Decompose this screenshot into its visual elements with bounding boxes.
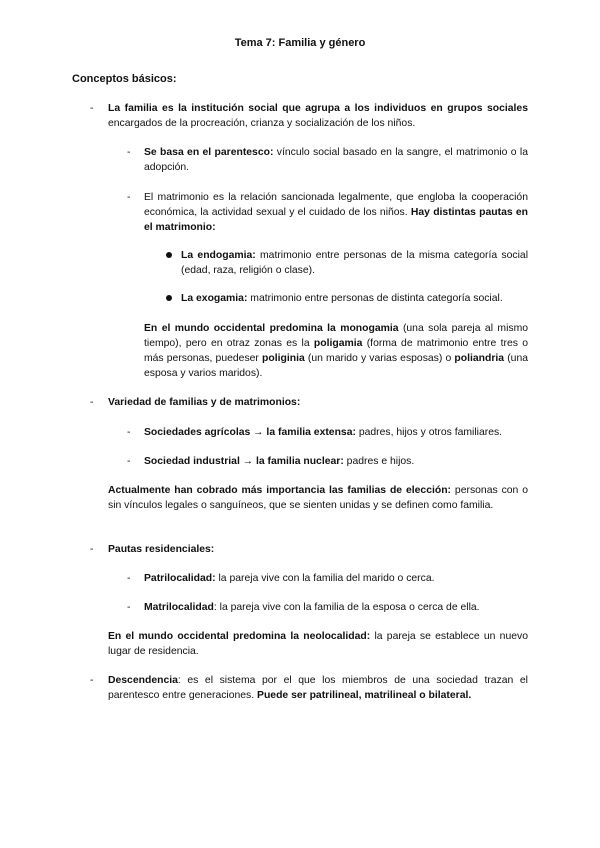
poliandria-bold: poliandria bbox=[454, 353, 505, 364]
document-title: Tema 7: Familia y género bbox=[234, 37, 366, 49]
monogamia-bold: En el mundo occidental predomina la monogamia bbox=[144, 323, 399, 334]
paragraph-pautas-residenciales bbox=[108, 542, 528, 557]
poligamia-bold: poligamia bbox=[313, 338, 363, 349]
bullet-dot bbox=[166, 295, 172, 301]
dash-marker: - bbox=[127, 573, 131, 584]
eleccion-text: personas con o sin vínculos legales o sanguíneos, que se sienten unidas y se definen como familia. bbox=[108, 485, 529, 511]
matrimonio-text: El matrimonio es la relación sancionada legalmente, que engloba la cooperación económica, la actividad sexual y el cuidado de los niños. bbox=[144, 192, 528, 218]
familia-definition-text: encargados de la procreación, crianza y socialización de los niños. bbox=[108, 118, 416, 129]
dash-marker: - bbox=[127, 427, 131, 438]
neolocalidad-bold: En el mundo occidental predomina la neolocalidad: bbox=[108, 631, 371, 642]
monogamia-text-2: (forma de matrimonio entre tres o más personas, puedeser bbox=[144, 338, 529, 364]
neolocalidad-text: la pareja se establece un nuevo lugar de residencia. bbox=[108, 631, 528, 657]
familia-definition-bold: La familia es la institución social que agrupa a los individuos en grupos sociales bbox=[108, 103, 528, 114]
monogamia-text-1: (una sola pareja al mismo tiempo), pero en otraz zonas es la bbox=[144, 323, 529, 349]
poliginia-bold: poliginia bbox=[262, 353, 305, 364]
matrimonio-pautas-bold: Hay distintas pautas en el matrimonio: bbox=[144, 207, 529, 233]
dash-marker: - bbox=[90, 103, 94, 114]
paragraph-parentesco bbox=[144, 145, 528, 175]
agricolas-text: padres, hijos y otros familiares. bbox=[355, 427, 503, 438]
variedad-heading: Variedad de familias y de matrimonios: bbox=[108, 397, 301, 408]
industrial-bold: Sociedad industrial → la familia nuclear: bbox=[144, 456, 344, 467]
dash-marker: - bbox=[127, 147, 131, 158]
parentesco-bold: Se basa en el parentesco: bbox=[144, 147, 274, 158]
industrial-text: padres e hijos. bbox=[343, 456, 415, 467]
paragraph-agricolas bbox=[144, 425, 534, 440]
parentesco-text: vínculo social basado en la sangre, el matrimonio o la adopción. bbox=[144, 147, 528, 173]
paragraph-endogamia bbox=[181, 248, 528, 278]
eleccion-bold: Actualmente han cobrado más importancia las familias de elección: bbox=[108, 485, 452, 496]
exogamia-bold: La exogamia: bbox=[181, 293, 248, 304]
paragraph-matrimonio bbox=[144, 190, 528, 235]
paragraph-matrilocalidad bbox=[144, 600, 534, 615]
bullet-dot bbox=[166, 252, 172, 258]
paragraph-patrilocalidad bbox=[144, 571, 534, 586]
descendencia-text: : es el sistema por el que los miembros de una sociedad trazan el parentesco entre generaciones. bbox=[108, 675, 528, 701]
section-heading: Conceptos básicos: bbox=[72, 73, 177, 85]
dash-marker: - bbox=[90, 675, 94, 686]
paragraph-monogamia bbox=[144, 321, 528, 381]
matrilocalidad-bold: Matrilocalidad bbox=[144, 602, 214, 613]
dash-marker: - bbox=[127, 456, 131, 467]
endogamia-text: matrimonio entre personas de la misma categoría social (edad, raza, religión o clase). bbox=[181, 250, 528, 276]
patrilocalidad-text: la pareja vive con la familia del marido o cerca. bbox=[215, 573, 435, 584]
pautas-residenciales-heading: Pautas residenciales: bbox=[108, 544, 215, 555]
monogamia-text-4: (una esposa y varios maridos). bbox=[144, 353, 529, 379]
monogamia-text-3: (un marido y varias esposas) o bbox=[304, 353, 455, 364]
exogamia-text: matrimonio entre personas de distinta categoría social. bbox=[247, 293, 503, 304]
paragraph-exogamia bbox=[181, 291, 528, 306]
paragraph-familia bbox=[108, 101, 528, 131]
paragraph-descendencia bbox=[108, 673, 528, 703]
paragraph-familias-eleccion bbox=[108, 483, 528, 513]
paragraph-variedad bbox=[108, 395, 528, 410]
agricolas-bold: Sociedades agrícolas → la familia extensa: bbox=[144, 427, 356, 438]
paragraph-industrial bbox=[144, 454, 534, 469]
dash-marker: - bbox=[127, 602, 131, 613]
dash-marker: - bbox=[90, 397, 94, 408]
dash-marker: - bbox=[90, 544, 94, 555]
dash-marker: - bbox=[127, 192, 131, 203]
paragraph-neolocalidad bbox=[108, 629, 528, 659]
descendencia-bold: Descendencia bbox=[108, 675, 178, 686]
matrilocalidad-text: : la pareja vive con la familia de la esposa o cerca de ella. bbox=[213, 602, 480, 613]
descendencia-tipos-bold: Puede ser patrilineal, matrilineal o bilateral. bbox=[257, 690, 472, 701]
patrilocalidad-bold: Patrilocalidad: bbox=[144, 573, 216, 584]
endogamia-bold: La endogamia: bbox=[181, 250, 256, 261]
